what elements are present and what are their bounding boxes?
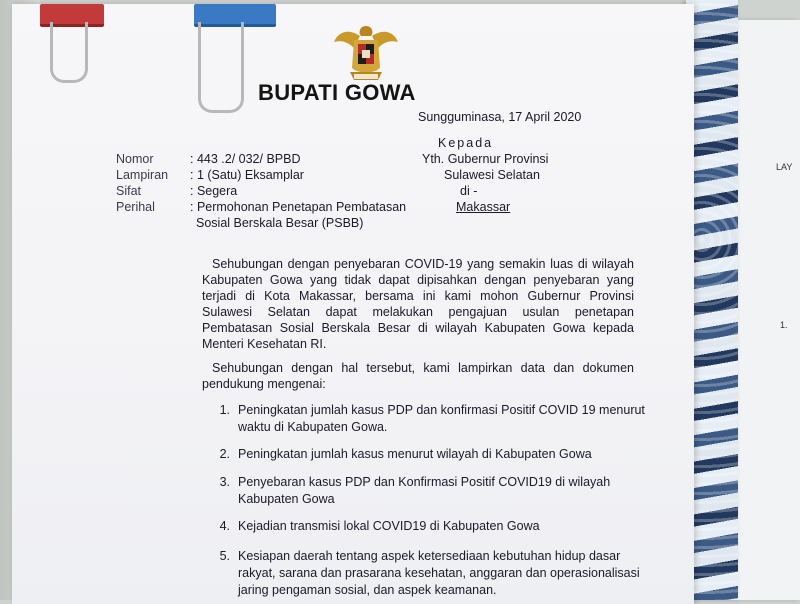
meta-value-nomor: : 443 .2/ 032/ BPBD — [190, 152, 301, 166]
recipient-line: Yth. Gubernur Provinsi — [422, 152, 549, 166]
meta-value-lampiran: : 1 (Satu) Eksamplar — [190, 168, 304, 182]
list-item — [202, 474, 652, 508]
body-paragraph: Sehubungan dengan penyebaran COVID-19 yang semakin luas di wilayah Kabupaten Gowa yang tidak dapat dipisahkan dengan penyebaran yang terjadi di Kota Makassar, bersama ini kami mohon Gubernur Provinsi Sulawesi Selatan dapat melakukan pengajuan usulan penetapan Pembatasan Sosial Berskala Besar di wilayah Kabupaten Gowa kepada Menteri Kesehatan RI. — [202, 257, 634, 351]
binder-clip-wire — [50, 22, 88, 83]
background-paper-stack — [736, 20, 800, 600]
list-number: 1. — [219, 403, 230, 417]
list-text: Kesiapan daerah tentang aspek ketersediaan kebutuhan hidup dasar rakyat, sarana dan prasarana kesehatan, anggaran dan operasionalisasi jaring pengaman sosial, dan aspek keamanan. — [238, 549, 640, 597]
list-number: 3. — [219, 475, 230, 489]
binder-clip-wire — [198, 22, 244, 113]
meta-label-nomor: Nomor — [116, 152, 154, 166]
body-paragraph: Sehubungan dengan hal tersebut, kami lampirkan data dan dokumen pendukung mengenai: — [202, 361, 634, 391]
list-item — [202, 548, 652, 599]
list-number: 5. — [219, 549, 230, 563]
recipient-city: Makassar — [456, 200, 511, 214]
letter-page — [12, 4, 694, 604]
meta-value-perihal: : Permohonan Penetapan Pembatasan — [190, 200, 407, 214]
list-text: Peningkatan jumlah kasus menurut wilayah di Kabupaten Gowa — [238, 447, 592, 461]
meta-label-sifat: Sifat — [116, 184, 142, 198]
list-number: 4. — [219, 519, 230, 533]
recipient-line: Sulawesi Selatan — [444, 168, 540, 182]
place-date: Sungguminasa, 17 April 2020 — [418, 110, 582, 124]
list-text: Kejadian transmisi lokal COVID19 di Kabupaten Gowa — [238, 519, 540, 533]
stack-label: LAY — [776, 162, 793, 172]
list-item — [202, 518, 652, 535]
recipient-line: di - — [460, 184, 478, 198]
garuda-emblem-icon — [330, 18, 402, 88]
meta-value-sifat: : Segera — [190, 184, 238, 198]
letterhead-title: BUPATI GOWA — [258, 80, 416, 105]
list-text: Peningkatan jumlah kasus PDP dan konfirmasi Positif COVID 19 menurut waktu di Kabupaten Gowa. — [238, 403, 645, 434]
list-item — [202, 402, 652, 436]
list-text: Penyebaran kasus PDP dan Konfirmasi Positif COVID19 di wilayah Kabupaten Gowa — [238, 475, 611, 506]
meta-label-perihal: Perihal — [116, 200, 155, 214]
list-item — [202, 446, 652, 463]
stack-label: 1. — [780, 320, 788, 330]
recipient-heading: Kepada — [438, 136, 494, 150]
meta-value-perihal-cont: Sosial Berskala Besar (PSBB) — [196, 216, 364, 230]
meta-label-lampiran: Lampiran — [116, 168, 169, 182]
list-number: 2. — [219, 447, 230, 461]
